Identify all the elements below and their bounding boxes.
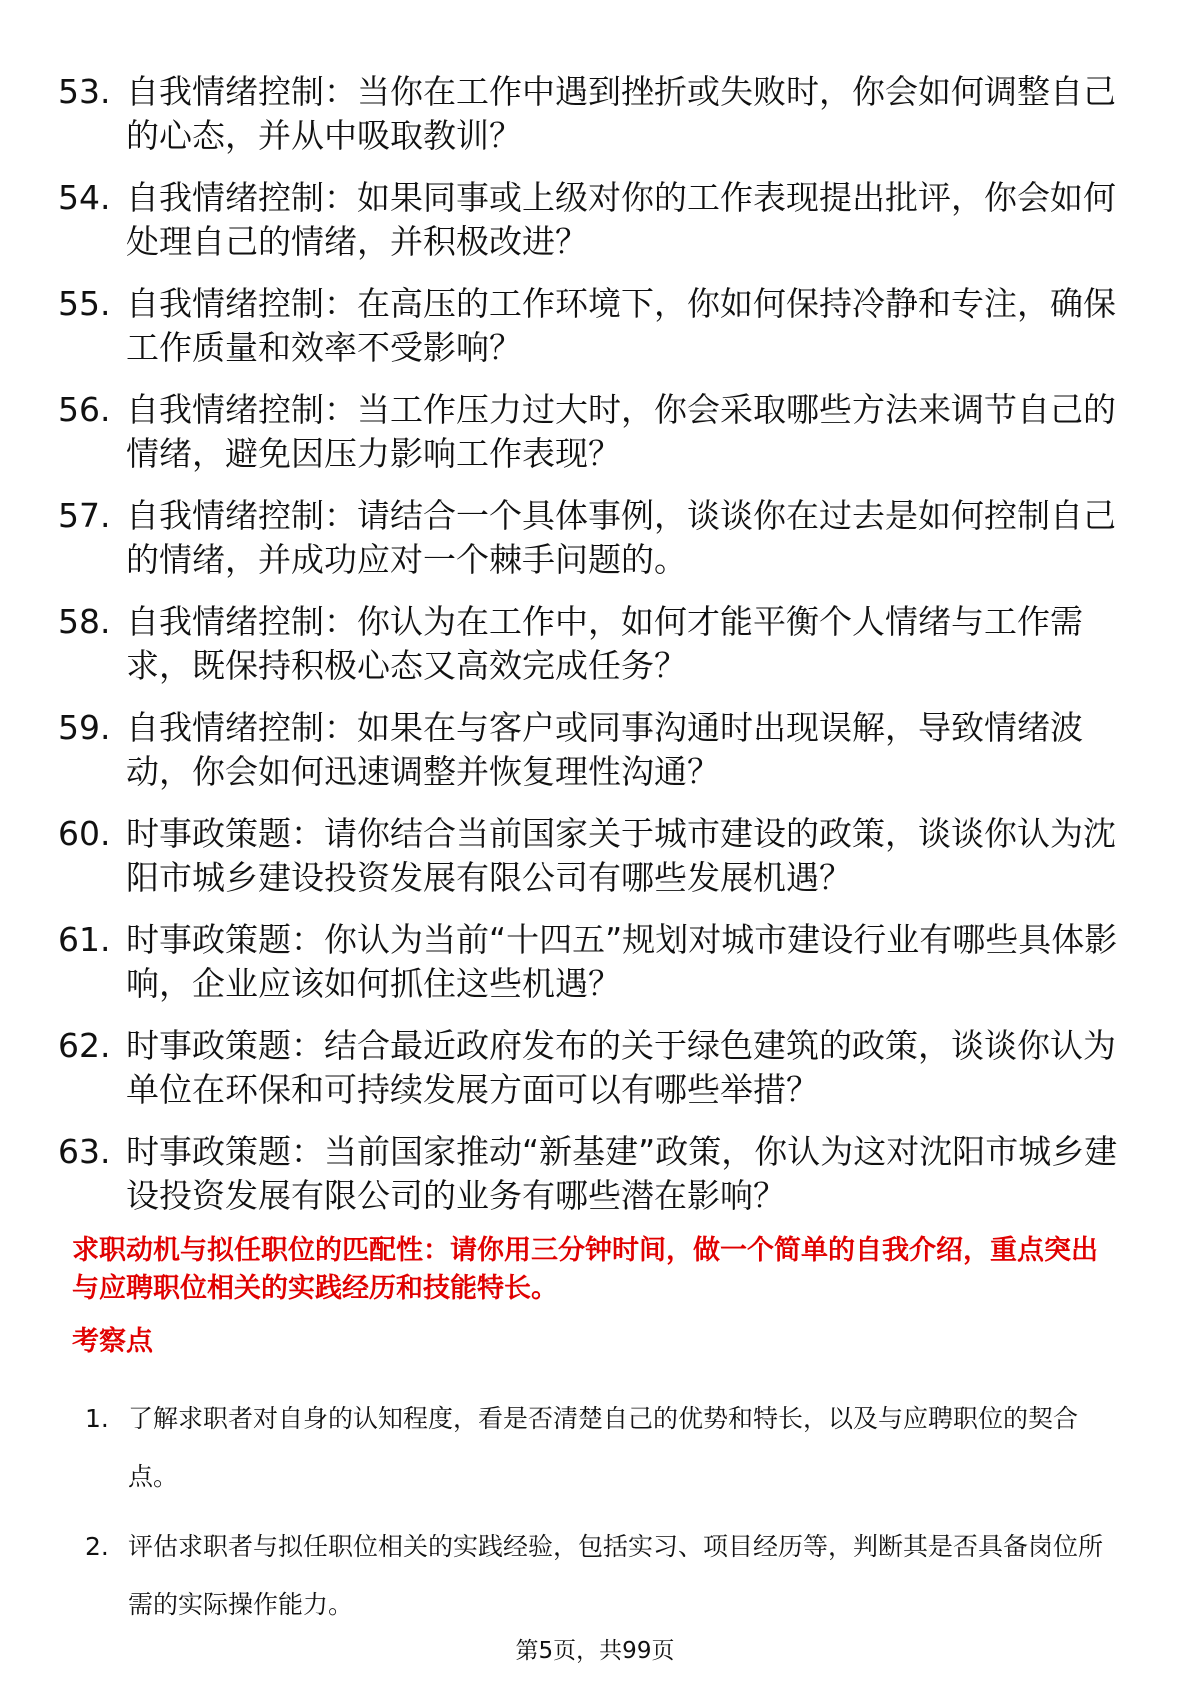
question-text: 时事政策题：结合最近政府发布的关于绿色建筑的政策，谈谈你认为单位在环保和可持续发展方面可以有哪些举措？ — [126, 1026, 1116, 1109]
page-footer: 第5页，共99页 — [515, 1638, 675, 1664]
question-text: 自我情绪控制：如果同事或上级对你的工作表现提出批评，你会如何处理自己的情绪，并积极改进？ — [126, 178, 1116, 261]
assessment-point — [85, 1390, 1115, 1506]
point-text: 评估求职者与拟任职位相关的实践经验，包括实习、项目经历等，判断其是否具备岗位所需的实际操作能力。 — [128, 1532, 1104, 1619]
assessment-point — [85, 1518, 1115, 1634]
question-number: 53. — [58, 72, 111, 111]
question-text: 时事政策题：你认为当前“十四五”规划对城市建设行业有哪些具体影响，企业应该如何抓住这些机遇？ — [126, 920, 1118, 1003]
question-number: 61. — [58, 920, 111, 959]
question-number: 56. — [58, 390, 111, 429]
question-item — [58, 918, 1118, 1006]
point-text: 了解求职者对自身的认知程度，看是否清楚自己的优势和特长，以及与应聘职位的契合点。 — [128, 1404, 1079, 1491]
question-item — [58, 494, 1118, 582]
question-text: 时事政策题：当前国家推动“新基建”政策，你认为这对沈阳市城乡建设投资发展有限公司的业务有哪些潜在影响？ — [126, 1132, 1118, 1215]
question-item — [58, 1024, 1118, 1112]
question-number: 58. — [58, 602, 111, 641]
question-text: 自我情绪控制：如果在与客户或同事沟通时出现误解，导致情绪波动，你会如何迅速调整并恢复理性沟通？ — [126, 708, 1083, 791]
section-title: 考察点 — [72, 1326, 153, 1357]
question-text: 自我情绪控制：当工作压力过大时，你会采取哪些方法来调节自己的情绪，避免因压力影响工作表现？ — [126, 390, 1116, 473]
question-item — [58, 1130, 1118, 1218]
question-number: 57. — [58, 496, 111, 535]
assessment-points — [85, 1390, 1115, 1646]
question-item — [58, 706, 1118, 794]
question-text: 自我情绪控制：在高压的工作环境下，你如何保持冷静和专注，确保工作质量和效率不受影响？ — [126, 284, 1116, 367]
question-number: 59. — [58, 708, 111, 747]
question-item — [58, 176, 1118, 264]
question-text: 时事政策题：请你结合当前国家关于城市建设的政策，谈谈你认为沈阳市城乡建设投资发展有限公司有哪些发展机遇？ — [126, 814, 1116, 897]
question-number: 63. — [58, 1132, 111, 1171]
question-item — [58, 282, 1118, 370]
question-number: 62. — [58, 1026, 111, 1065]
question-number: 55. — [58, 284, 111, 323]
question-text: 自我情绪控制：请结合一个具体事例，谈谈你在过去是如何控制自己的情绪，并成功应对一个棘手问题的。 — [126, 496, 1116, 579]
question-item — [58, 70, 1118, 158]
point-number: 2. — [85, 1532, 109, 1561]
question-text: 自我情绪控制：当你在工作中遇到挫折或失败时，你会如何调整自己的心态，并从中吸取教训？ — [126, 72, 1116, 155]
question-list — [58, 70, 1118, 1236]
question-item — [58, 600, 1118, 688]
question-number: 60. — [58, 814, 111, 853]
highlighted-question: 求职动机与拟任职位的匹配性：请你用三分钟时间，做一个简单的自我介绍，重点突出与应聘职位相关的实践经历和技能特长。 — [72, 1235, 1098, 1304]
point-number: 1. — [85, 1404, 109, 1433]
question-text: 自我情绪控制：你认为在工作中，如何才能平衡个人情绪与工作需求，既保持积极心态又高效完成任务？ — [126, 602, 1083, 685]
question-item — [58, 388, 1118, 476]
question-number: 54. — [58, 178, 111, 217]
question-item — [58, 812, 1118, 900]
